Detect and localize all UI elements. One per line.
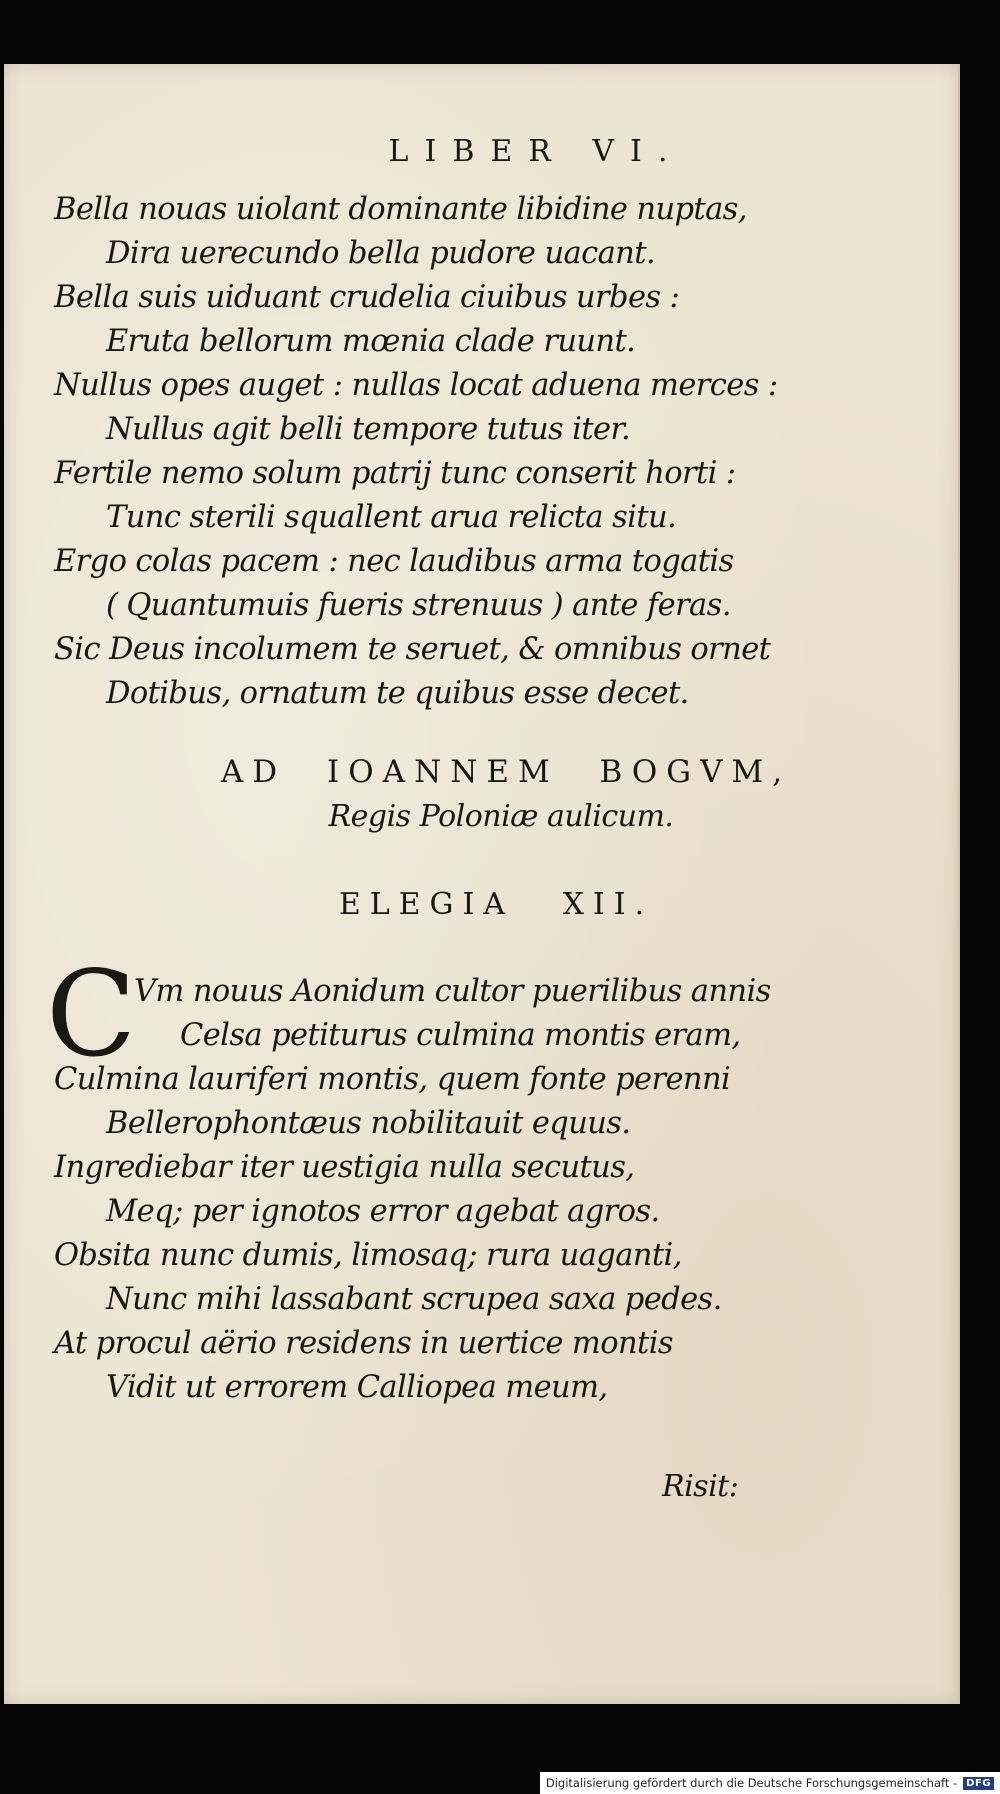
verse-line: Tunc sterili squallent arua relicta situ. — [106, 500, 677, 535]
verse-line: Ergo colas pacem : nec laudibus arma togatis — [54, 544, 734, 579]
verse-line: Bellerophontæus nobilitauit equus. — [106, 1106, 631, 1141]
verse-line: Meq; per ignotos error agebat agros. — [106, 1194, 660, 1229]
credit-text: Digitalisierung gefördert durch die Deutsche Forschungsgemeinschaft - — [545, 1776, 958, 1790]
poem-heading-elegia: ELEGIA XII. — [338, 887, 654, 922]
verse-line: Nunc mihi lassabant scrupea saxa pedes. — [106, 1282, 722, 1317]
verse-block-top — [54, 188, 778, 716]
verse-line: Nullus opes auget : nullas locat aduena merces : — [54, 368, 778, 403]
running-head: LIBER VI. — [388, 134, 684, 169]
poem-heading-addressee: AD IOANNEM BOGVM, — [220, 754, 792, 790]
verse-line: ( Quantumuis fueris strenuus ) ante feras. — [106, 588, 731, 623]
verse-line: Vm nouus Aonidum cultor puerilibus annis — [134, 974, 771, 1009]
verse-line: Culmina lauriferi montis, quem fonte perenni — [54, 1062, 731, 1097]
verse-line: Dira uerecundo bella pudore uacant. — [106, 236, 655, 271]
verse-line: Dotibus, ornatum te quibus esse decet. — [106, 676, 689, 711]
verse-line: Nullus agit belli tempore tutus iter. — [106, 412, 631, 447]
verse-line: Sic Deus incolumem te seruet, & omnibus ornet — [54, 632, 771, 667]
verse-line: At procul aërio residens in uertice montis — [54, 1326, 673, 1361]
verse-line: Ingrediebar iter uestigia nulla secutus, — [54, 1150, 635, 1185]
verse-line: Bella suis uiduant crudelia ciuibus urbes : — [54, 280, 680, 315]
verse-line: Celsa petiturus culmina montis eram, — [180, 1018, 741, 1053]
verse-line: Bella nouas uiolant dominante libidine nuptas, — [54, 192, 747, 227]
book-page — [4, 64, 960, 1704]
verse-line: Eruta bellorum mœnia clade ruunt. — [106, 324, 636, 359]
verse-block-elegy — [54, 970, 771, 1410]
catchword: Risit: — [662, 1469, 739, 1504]
verse-line: Obsita nunc dumis, limosaq; rura uaganti, — [54, 1238, 682, 1273]
verse-line: Fertile nemo solum patrij tunc conserit horti : — [54, 456, 736, 491]
drop-cap: C — [46, 945, 137, 1083]
poem-heading-subtitle: Regis Poloniæ aulicum. — [328, 799, 674, 834]
digitization-credit — [540, 1772, 1000, 1794]
dfg-logo: DFG — [963, 1777, 994, 1790]
verse-line: Vidit ut errorem Calliopea meum, — [106, 1370, 608, 1405]
